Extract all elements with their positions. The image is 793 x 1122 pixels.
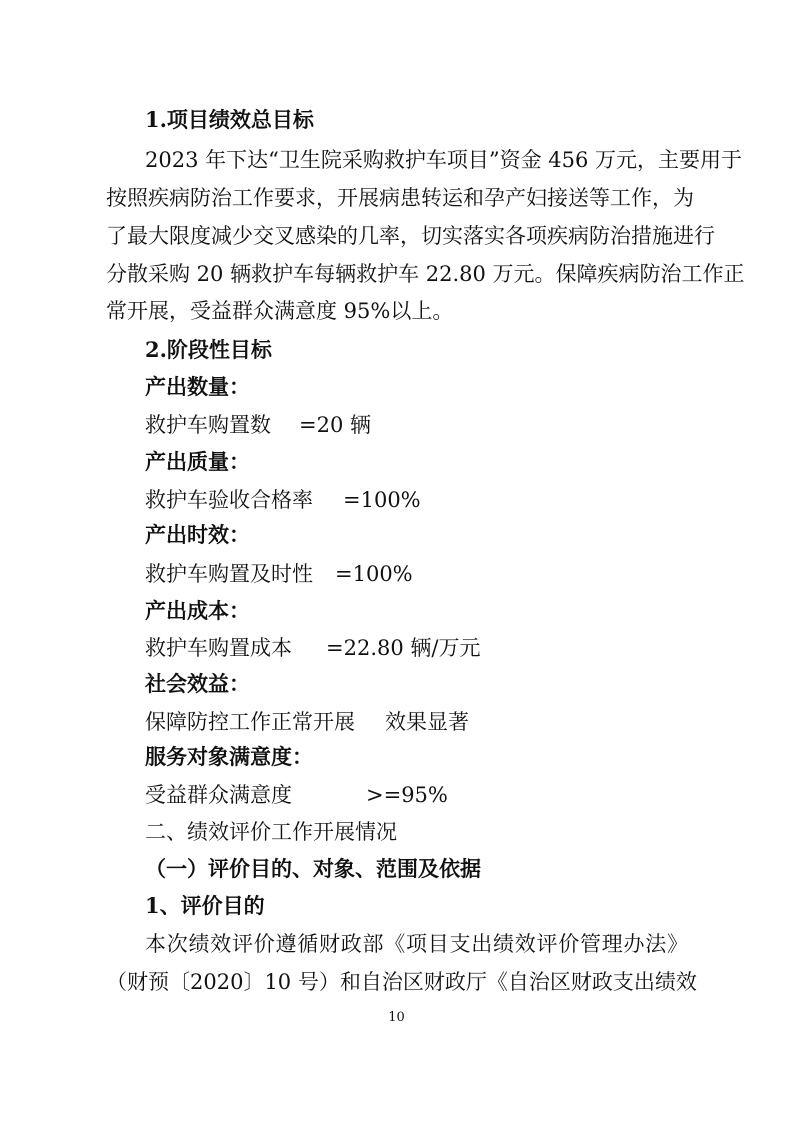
indicator-row [0, 634, 793, 662]
indicator-row [0, 781, 793, 809]
indicator-category: 产出成本： [145, 598, 250, 623]
indicator-name: 救护车购置数 [145, 413, 271, 437]
paragraph-line-1: 2023 年下达“卫生院采购救护车项目”资金 456 万元，主要用于 [145, 148, 743, 172]
page-number: 10 [388, 1010, 405, 1025]
indicator-value: =100% [335, 562, 413, 586]
indicator-row [0, 486, 793, 514]
item-heading: 1、评价目的 [145, 893, 265, 918]
paragraph-line-5: 常开展，受益群众满意度 95%以上。 [106, 299, 454, 323]
paragraph-line: 本次绩效评价遵循财政部《项目支出绩效评价管理办法》 [145, 932, 688, 956]
indicator-name: 救护车验收合格率 [145, 488, 313, 512]
indicator-name: 救护车购置成本 [145, 636, 292, 660]
indicator-value: =20 辆 [299, 413, 371, 437]
indicator-category: 服务对象满意度： [145, 744, 313, 769]
indicator-value: =100% [343, 488, 421, 512]
indicator-value: >=95% [366, 783, 448, 807]
paragraph-line-3: 了最大限度减少交叉感染的几率，切实落实各项疾病防治措施进行 [106, 224, 715, 248]
indicator-row [0, 560, 793, 588]
indicator-row [0, 411, 793, 439]
paragraph-line-2: 按照疾病防治工作要求，开展病患转运和孕产妇接送等工作，为 [106, 186, 694, 210]
indicator-category: 产出时效： [145, 522, 250, 547]
part-heading: 二、绩效评价工作开展情况 [145, 820, 397, 844]
indicator-category: 社会效益： [145, 671, 250, 696]
indicator-category: 产出质量： [145, 449, 250, 474]
indicator-value: =22.80 辆/万元 [326, 636, 481, 660]
indicator-value: 效果显著 [385, 710, 469, 734]
indicator-name: 受益群众满意度 [145, 783, 292, 807]
indicator-row [0, 708, 793, 736]
indicator-name: 救护车购置及时性 [145, 562, 313, 586]
paragraph-line: （财预〔2020〕10 号）和自治区财政厅《自治区财政支出绩效 [106, 970, 697, 994]
sub-heading: （一）评价目的、对象、范围及依据 [145, 856, 481, 881]
paragraph-line-4: 分散采购 20 辆救护车每辆救护车 22.80 万元。保障疾病防治工作正 [106, 262, 745, 286]
section-heading-stage-goal: 2.阶段性目标 [145, 337, 272, 362]
indicator-name: 保障防控工作正常开展 [145, 710, 355, 734]
indicator-category: 产出数量： [145, 374, 250, 399]
section-heading-overall-goal: 1.项目绩效总目标 [145, 107, 314, 132]
